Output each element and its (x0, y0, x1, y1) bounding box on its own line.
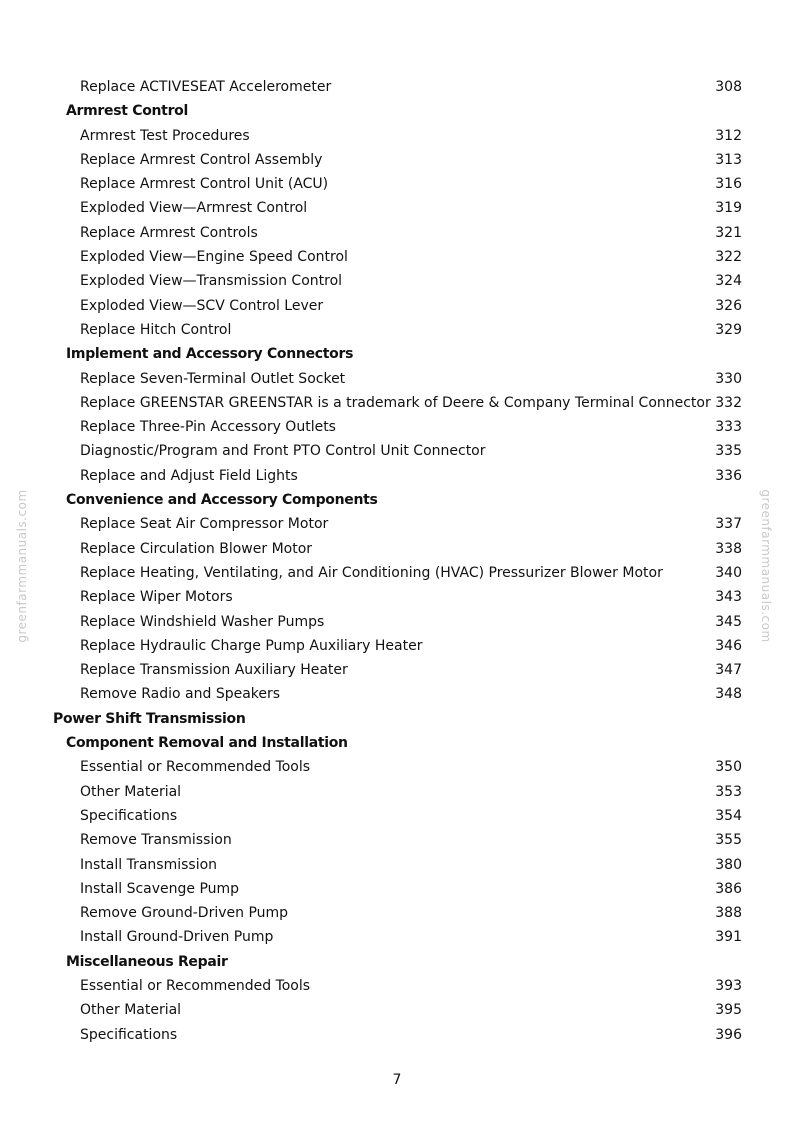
toc-entry-title: Replace GREENSTAR GREENSTAR is a trademark of Deere & Company Terminal Connector (80, 394, 711, 411)
toc-entry-title: Power Shift Transmission (53, 710, 246, 727)
toc-entry[interactable] (0, 196, 794, 220)
toc-entry[interactable] (0, 658, 794, 682)
toc-entry-page-number: 395 (715, 1002, 742, 1019)
toc-entry-title: Exploded View—Engine Speed Control (80, 249, 348, 266)
toc-entry-title: Replace Wiper Motors (80, 589, 233, 606)
toc-entry-page-number: 313 (715, 151, 742, 168)
toc-entry[interactable] (0, 877, 794, 901)
toc-entry[interactable] (0, 561, 794, 585)
toc-entry[interactable] (0, 269, 794, 293)
toc-entry[interactable] (0, 998, 794, 1022)
toc-entry[interactable] (0, 245, 794, 269)
toc-entry-page-number: 330 (715, 370, 742, 387)
page-number: 7 (392, 1072, 402, 1088)
toc-entry-page-number: 321 (715, 224, 742, 241)
toc-entry-page-number: 312 (715, 127, 742, 144)
toc-section-heading[interactable] (0, 342, 794, 366)
toc-entry-page-number: 324 (715, 273, 742, 290)
toc-entry[interactable] (0, 1023, 794, 1047)
toc-section-heading[interactable] (0, 488, 794, 512)
toc-entry-title: Implement and Accessory Connectors (66, 346, 354, 363)
toc-entry[interactable] (0, 804, 794, 828)
toc-entry-title: Armrest Control (66, 103, 188, 120)
toc-entry[interactable] (0, 682, 794, 706)
toc-entry-title: Other Material (80, 783, 182, 800)
toc-entry-title: Install Scavenge Pump (80, 880, 240, 897)
toc-entry-title: Exploded View—Armrest Control (80, 200, 308, 217)
toc-entry-page-number: 347 (715, 662, 742, 679)
toc-entry-title: Component Removal and Installation (66, 735, 348, 752)
toc-entry-title: Replace Armrest Control Assembly (80, 151, 323, 168)
toc-entry[interactable] (0, 124, 794, 148)
toc-entry-title: Replace Heating, Ventilating, and Air Conditioning (HVAC) Pressurizer Blower Motor (80, 564, 663, 581)
toc-section-heading[interactable] (0, 731, 794, 755)
toc-entry-title: Replace ACTIVESEAT Accelerometer (80, 79, 332, 95)
toc-entry-page-number: 353 (715, 783, 742, 800)
toc-entry-page-number: 333 (715, 419, 742, 436)
toc-entry-page-number: 386 (715, 880, 742, 897)
toc-entry-page-number: 393 (715, 977, 742, 994)
toc-entry-page-number: 335 (715, 443, 742, 460)
toc-entry-title: Replace Transmission Auxiliary Heater (80, 662, 348, 679)
toc-entry[interactable] (0, 780, 794, 804)
toc-entry[interactable] (0, 148, 794, 172)
toc-entry-title: Essential or Recommended Tools (80, 977, 311, 994)
toc-entry-page-number: 354 (715, 807, 742, 824)
toc-entry-title: Convenience and Accessory Components (66, 492, 378, 509)
toc-entry-page-number: 380 (715, 856, 742, 873)
toc-entry-page-number: 345 (715, 613, 742, 630)
toc-entry[interactable] (0, 367, 794, 391)
toc-entry-page-number: 329 (715, 321, 742, 338)
toc-entry-title: Replace Hitch Control (80, 321, 232, 338)
toc-entry-page-number: 308 (715, 79, 742, 95)
toc-entry-title: Remove Transmission (80, 832, 232, 849)
toc-entry[interactable] (0, 610, 794, 634)
toc-entry[interactable] (0, 585, 794, 609)
toc-entry-page-number: 319 (715, 200, 742, 217)
toc-entry-page-number: 355 (715, 832, 742, 849)
toc-entry-title: Specifications (80, 1026, 178, 1043)
toc-entry-page-number: 391 (715, 929, 742, 946)
toc-section-heading[interactable] (0, 707, 794, 731)
toc-entry-title: Replace Three-Pin Accessory Outlets (80, 419, 336, 436)
toc-entry[interactable] (0, 318, 794, 342)
toc-entry-page-number: 350 (715, 759, 742, 776)
toc-entry[interactable] (0, 439, 794, 463)
toc-entry-page-number: 332 (715, 394, 742, 411)
toc-entry[interactable] (0, 853, 794, 877)
toc-entry-title: Replace Circulation Blower Motor (80, 540, 313, 557)
toc-entry[interactable] (0, 828, 794, 852)
toc-entry-page-number: 322 (715, 249, 742, 266)
toc-entry[interactable] (0, 391, 794, 415)
toc-entry[interactable] (0, 221, 794, 245)
toc-entry-page-number: 336 (715, 467, 742, 484)
toc-entry[interactable] (0, 512, 794, 536)
toc-entry[interactable] (0, 634, 794, 658)
toc-entry-page-number: 348 (715, 686, 742, 703)
toc-entry-title: Exploded View—Transmission Control (80, 273, 343, 290)
toc-entry[interactable] (0, 755, 794, 779)
toc-entry[interactable] (0, 901, 794, 925)
toc-entry[interactable] (0, 464, 794, 488)
toc-entry-title: Diagnostic/Program and Front PTO Control Unit Connector (80, 443, 486, 460)
toc-entry-page-number: 396 (715, 1026, 742, 1043)
toc-entry-title: Replace Seven-Terminal Outlet Socket (80, 370, 346, 387)
toc-entry-title: Miscellaneous Repair (66, 953, 228, 970)
toc-entry-title: Other Material (80, 1002, 182, 1019)
table-of-contents (0, 75, 794, 1047)
toc-entry-page-number: 326 (715, 297, 742, 314)
toc-entry-title: Armrest Test Procedures (80, 127, 250, 144)
toc-entry[interactable] (0, 974, 794, 998)
toc-entry-title: Specifications (80, 807, 178, 824)
toc-entry-title: Replace Hydraulic Charge Pump Auxiliary Heater (80, 637, 423, 654)
toc-entry[interactable] (0, 75, 794, 99)
toc-entry[interactable] (0, 537, 794, 561)
toc-entry-page-number: 338 (715, 540, 742, 557)
toc-entry[interactable] (0, 294, 794, 318)
toc-entry-page-number: 340 (715, 564, 742, 581)
toc-entry-page-number: 337 (715, 516, 742, 533)
toc-section-heading[interactable] (0, 950, 794, 974)
toc-entry-title: Replace Armrest Controls (80, 224, 258, 241)
toc-entry-page-number: 346 (715, 637, 742, 654)
watermark-left: greenfarmmanuals.com (15, 489, 29, 643)
toc-entry-title: Install Ground-Driven Pump (80, 929, 274, 946)
toc-section-heading[interactable] (0, 99, 794, 123)
toc-entry-title: Remove Radio and Speakers (80, 686, 281, 703)
toc-entry-page-number: 388 (715, 905, 742, 922)
toc-entry-title: Replace Windshield Washer Pumps (80, 613, 325, 630)
toc-entry-title: Install Transmission (80, 856, 218, 873)
toc-entry-title: Replace and Adjust Field Lights (80, 467, 298, 484)
watermark-right: greenfarmmanuals.com (759, 489, 773, 643)
toc-entry-title: Replace Seat Air Compressor Motor (80, 516, 329, 533)
toc-entry[interactable] (0, 415, 794, 439)
toc-entry-page-number: 316 (715, 176, 742, 193)
toc-entry-title: Exploded View—SCV Control Lever (80, 297, 324, 314)
toc-entry[interactable] (0, 925, 794, 949)
toc-entry[interactable] (0, 172, 794, 196)
toc-entry-page-number: 343 (715, 589, 742, 606)
toc-entry-title: Essential or Recommended Tools (80, 759, 311, 776)
toc-entry-title: Remove Ground-Driven Pump (80, 905, 289, 922)
toc-entry-title: Replace Armrest Control Unit (ACU) (80, 176, 329, 193)
